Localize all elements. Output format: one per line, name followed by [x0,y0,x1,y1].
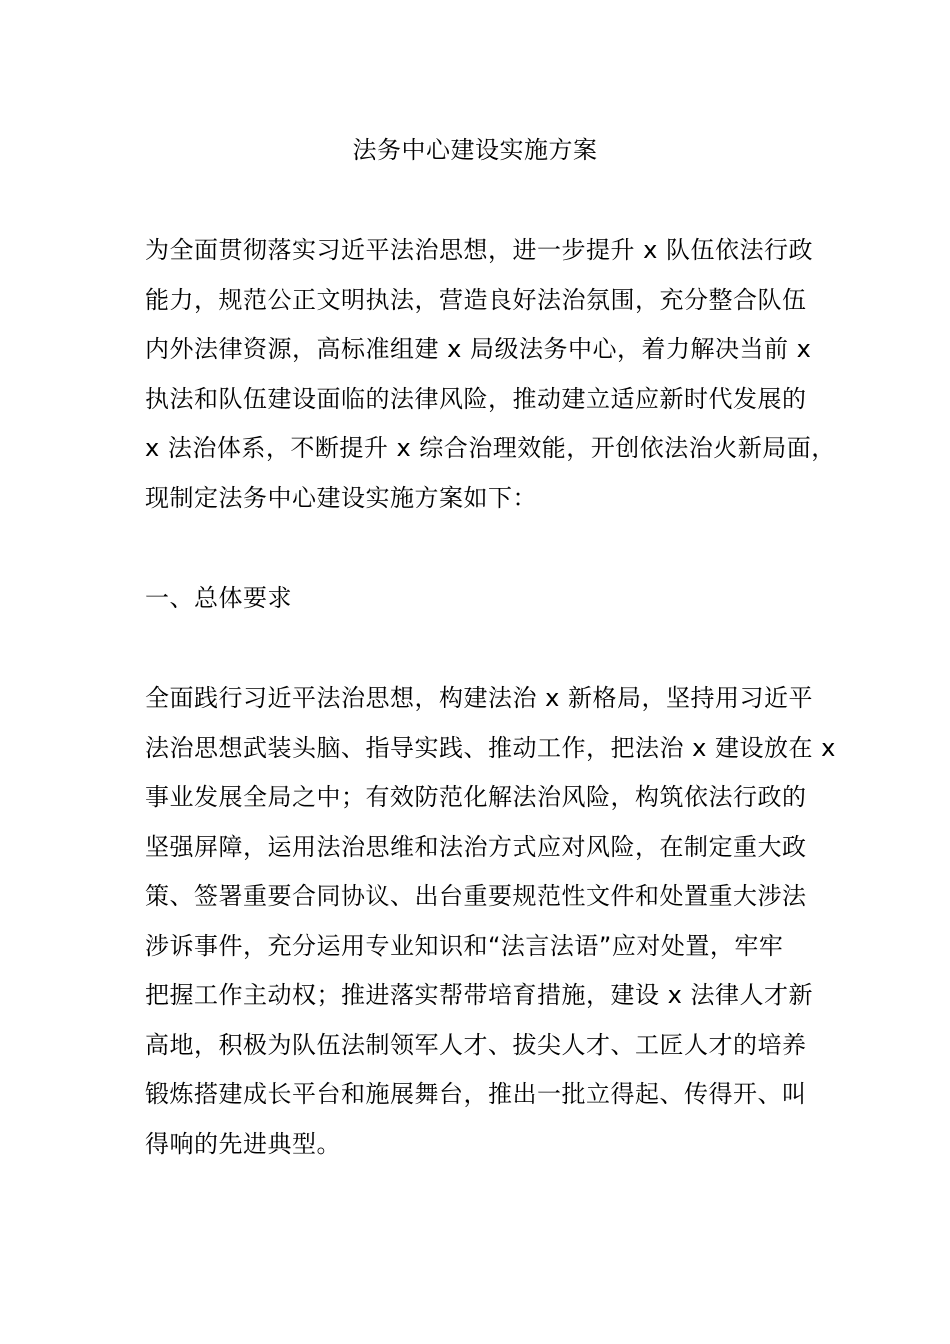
paragraph-line: 锻炼搭建成长平台和施展舞台，推出一批立得起、传得开、叫 [145,1080,807,1108]
section-heading: 一、总体要求 [145,584,292,612]
document-title: 法务中心建设实施方案 [352,136,598,164]
paragraph-line: 把握工作主动权；推进落实帮带培育措施，建设 x 法律人才新 [145,981,813,1009]
intro-paragraph [145,226,836,523]
paragraph-line: 能力，规范公正文明执法，营造良好法治氛围，充分整合队伍 [145,285,807,314]
paragraph-line: 事业发展全局之中；有效防范化解法治风险，构筑依法行政的 [145,783,807,811]
paragraph-line: 为全面贯彻落实习近平法治思想，进一步提升 x 队伍依法行政 [145,236,813,264]
paragraph-line: 法治思想武装头脑、指导实践、推动工作，把法治 x 建设放在 x [145,733,836,762]
paragraph-line: 执法和队伍建设面临的法律风险，推动建立适应新时代发展的 [145,384,807,413]
paragraph-line: 内外法律资源，高标准组建 x 局级法务中心，着力解决当前 x [145,335,812,363]
paragraph-line: x 法治体系，不断提升 x 综合治理效能，开创依法治火新局面， [145,434,836,462]
paragraph-line: 现制定法务中心建设实施方案如下： [145,483,537,512]
section-paragraph [145,674,836,1169]
paragraph-line: 全面践行习近平法治思想，构建法治 x 新格局，坚持用习近平 [145,684,813,712]
paragraph-line: 涉诉事件，充分运用专业知识和“法言法语”应对处置，牢牢 [145,931,784,960]
paragraph-line: 坚强屏障，运用法治思维和法治方式应对风险，在制定重大政 [145,832,807,861]
paragraph-line: 策、签署重要合同协议、出台重要规范性文件和处置重大涉法 [145,882,807,910]
paragraph-line: 高地，积极为队伍法制领军人才、拔尖人才、工匠人才的培养 [145,1030,807,1059]
paragraph-line: 得响的先进典型。 [145,1129,341,1158]
